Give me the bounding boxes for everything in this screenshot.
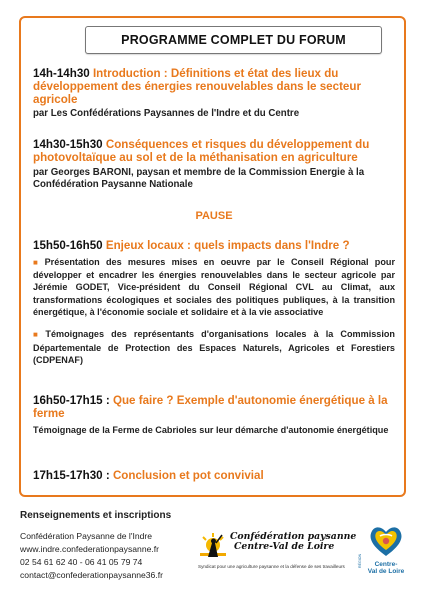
programme-box [19,16,406,497]
page-title: PROGRAMME COMPLET DU FORUM [121,33,346,47]
session-2-speaker: par Georges BARONI, paysan et membre de la Commission Energie à la Confédération Paysanne Nationale [33,166,365,190]
contact-email-link[interactable]: contact@confederationpaysanne36.fr [20,570,163,580]
region-heart-icon [366,520,406,560]
cp-logo-tagline: Syndicat pour une agriculture paysanne et la défense de ses travailleurs [198,564,345,569]
title-banner [85,26,382,54]
session-5-time: 17h15-17h30 : [33,469,110,482]
session-4-heading [33,395,395,421]
contact-website-link[interactable]: www.indre.confederationpaysanne.fr [20,544,160,554]
session-4-time: 16h50-17h15 : [33,394,110,407]
cp-logo-line-1: Confédération paysanne [230,531,357,542]
region-logo-line-2: Val de Loire [367,568,405,575]
session-3-time: 15h50-16h50 [33,239,103,252]
session-5 [33,470,395,483]
square-bullet-icon: ■ [33,257,42,267]
session-2-heading [33,139,395,165]
session-1 [33,68,395,120]
session-2-time: 14h30-15h30 [33,138,103,151]
session-2-topic: Conséquences et risques du développement du photovoltaïque au sol et de la méthanisation en agriculture [33,138,370,164]
session-1-topic: Introduction : Définitions et état des lieux du développement des énergies renouvelables dans le secteur agricole [33,67,361,106]
square-bullet-icon: ■ [33,330,43,340]
session-3-heading [33,240,395,253]
session-3-bullet-1-text: Présentation des mesures mises en oeuvre par le Conseil Régional pour développer et encadrer les énergies renouvelables dans le secteur agricole par Jérémie GODET, Vice-président du Conseil Régional CVL au Climat, aux transformations écologiques et sociales des politiques publiques, à la transition énergétique, à l'économie sociale et solidaire et à la vie associative [33,256,395,317]
contact-phone: 02 54 61 62 40 - 06 41 05 79 74 [20,557,143,567]
confederation-paysanne-logo [198,531,368,569]
session-2 [33,139,395,191]
contact-org: Confédération Paysanne de l'Indre [20,531,153,541]
region-logo-line-1: Centre- [374,561,398,568]
footer [0,505,424,600]
session-4-topic: Que faire ? Exemple d'autonomie énergétique à la ferme [33,394,388,420]
session-1-heading [33,68,395,106]
session-3 [33,240,395,366]
session-4 [33,395,395,436]
session-4-description: Témoignage de la Ferme de Cabrioles sur leur démarche d'autonomie énergétique [33,424,389,435]
session-3-bullet-1 [33,256,395,318]
session-5-topic: Conclusion et pot convivial [112,469,264,482]
pause-label: PAUSE [195,210,233,222]
session-1-speaker: par Les Confédérations Paysannes de l'Indre et du Centre [33,108,300,120]
region-logo-text [366,561,406,575]
cp-logo-text [230,532,356,552]
session-5-heading [33,470,395,483]
session-1-time: 14h-14h30 [33,67,90,80]
session-3-bullet-2 [33,328,395,366]
contact-heading: Renseignements et inscriptions [20,510,172,521]
session-3-topic: Enjeux locaux : quels impacts dans l'Indre ? [105,239,350,252]
region-logo-small-label: RÉGION [358,553,362,568]
cp-logo-line-2: Centre-Val de Loire [234,541,335,552]
region-centre-val-de-loire-logo [358,520,406,582]
sun-farmer-icon [198,531,228,563]
session-3-bullet-2-text: Témoignages des représentants d'organisations locales à la Commission Départementale de Protection des Espaces Naturels, Agricoles et Forestiers (CDPENAF) [33,329,395,365]
